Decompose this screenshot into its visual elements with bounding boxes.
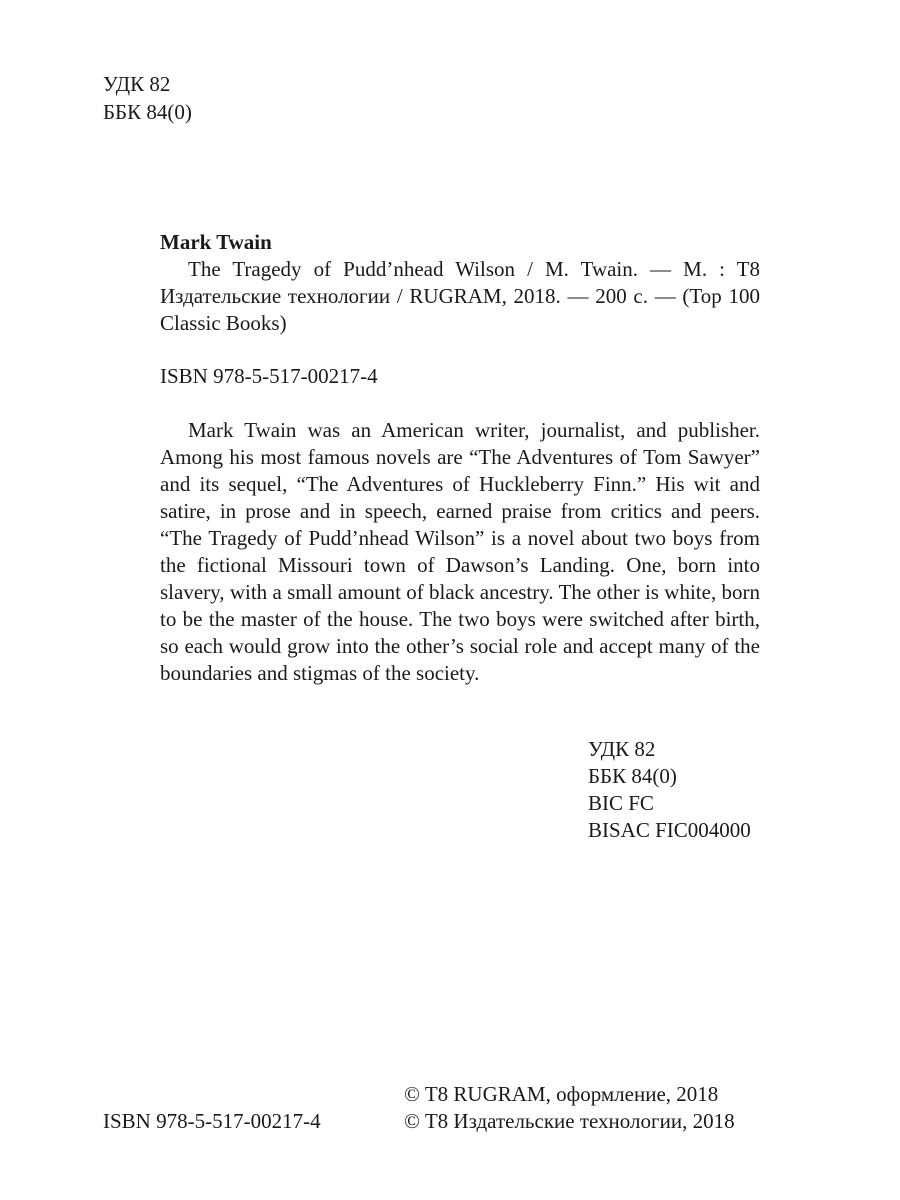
- copyright-rugram: © T8 RUGRAM, оформление, 2018: [404, 1082, 719, 1106]
- catalog-record: [160, 229, 760, 708]
- author-name: Mark Twain: [160, 230, 272, 254]
- udk-code: УДК 82: [588, 737, 656, 761]
- top-udk-code: УДК 82: [103, 72, 171, 96]
- bibliographic-citation: The Tragedy of Pudd’nhead Wilson / M. Twain. — M. : T8 Издательские технологии / RUGRAM, 2018. — 200 с. — (Top 100 Classic Books): [160, 257, 760, 335]
- footer-isbn: ISBN 978-5-517-00217-4: [103, 1109, 321, 1133]
- copyright-t8: © T8 Издательские технологии, 2018: [404, 1109, 735, 1133]
- book-annotation: Mark Twain was an American writer, journalist, and publisher. Among his most famous novels are “The Adventures of Tom Sawyer” and its sequel, “The Adventures of Huckleberry Finn.” His wit and satire, in prose and in speech, earned praise from critics and peers. “The Tragedy of Pudd’nhead Wilson” is a novel about two boys from the fictional Missouri town of Dawson’s Landing. One, born into slavery, with a small amount of black ancestry. The other is white, born to be the master of the house. The two boys were switched after birth, so each would grow into the other’s social role and accept many of the boundaries and stigmas of the society.: [160, 418, 760, 685]
- bisac-code: BISAC FIC004000: [588, 818, 751, 842]
- bic-code: BIC FC: [588, 791, 654, 815]
- top-classification-codes: [103, 70, 192, 126]
- copyright-notices: [404, 1081, 735, 1135]
- bbk-code: ББК 84(0): [588, 764, 677, 788]
- top-bbk-code: ББК 84(0): [103, 100, 192, 124]
- record-isbn: ISBN 978-5-517-00217-4: [160, 364, 378, 388]
- classification-codes: [588, 736, 751, 844]
